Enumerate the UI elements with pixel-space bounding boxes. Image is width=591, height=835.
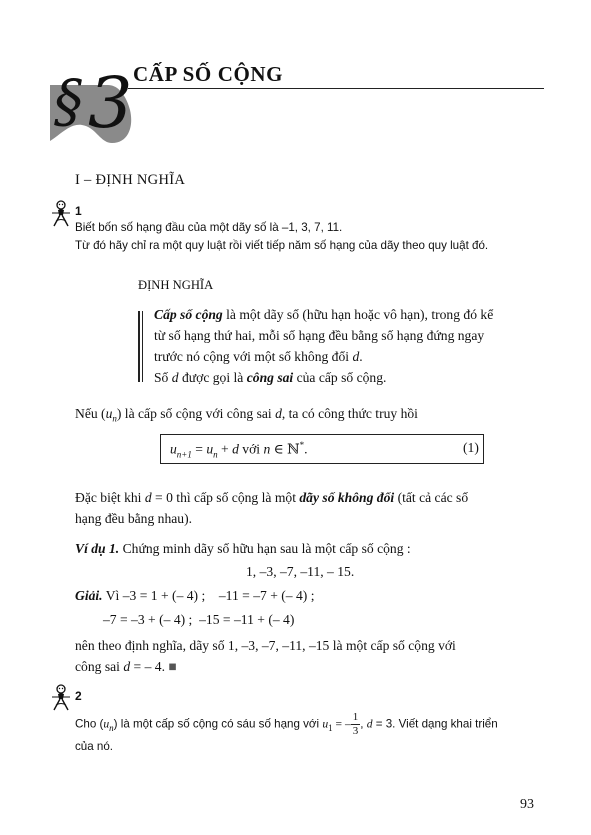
- definition-label: ĐỊNH NGHĨA: [138, 278, 214, 292]
- fraction-denominator: 3: [352, 725, 359, 737]
- recurrence-intro: [75, 403, 418, 430]
- formula-sub1: n+1: [176, 449, 192, 460]
- example-label: Ví dụ 1.: [75, 541, 120, 556]
- solution-line-1: [75, 585, 314, 606]
- conclusion-line-2: [75, 656, 177, 677]
- formula-plus: +: [217, 441, 233, 457]
- act2-a: Cho (: [75, 717, 104, 731]
- conclusion-d: d: [123, 659, 131, 674]
- conclusion-line-1: nên theo định nghĩa, dãy số 1, –3, –7, –11, –15 là một cấp số cộng với: [75, 638, 456, 653]
- definition-line-4-d: d: [171, 370, 179, 385]
- act2-eq: = –: [332, 717, 351, 731]
- formula-n: n: [263, 441, 271, 457]
- formula-naturals: ℕ: [287, 441, 300, 457]
- formula-star: *: [299, 440, 305, 450]
- header-rule: [128, 88, 544, 89]
- definition-line-1-text: là một dãy số (hữu hạn hoặc vô hạn), trong đó kể: [222, 307, 494, 322]
- definition-line-4-a: Số: [154, 370, 172, 385]
- example-line: [75, 538, 411, 559]
- formula-sub2: n: [213, 449, 218, 460]
- recurrence-intro-c: , ta có công thức truy hồi: [281, 406, 418, 421]
- section-mark: §: [54, 67, 83, 135]
- definition-line-4-b: được gọi là: [178, 370, 247, 385]
- act2-d: d: [366, 717, 373, 731]
- solution-line-2: –7 = –3 + (– 4) ; –15 = –11 + (– 4): [103, 612, 295, 627]
- definition-bar: [138, 311, 140, 382]
- special-term: dãy số không đổi: [299, 490, 395, 505]
- recurrence-u: u: [105, 406, 113, 421]
- activity-2-number: 2: [75, 689, 82, 703]
- section-number: 3: [88, 62, 133, 144]
- special-b: = 0 thì cấp số cộng là một: [151, 490, 300, 505]
- example-sequence: 1, –3, –7, –11, – 15.: [246, 564, 355, 579]
- definition-line-2: từ số hạng thứ hai, mỗi số hạng đều bằng số hạng đứng ngay: [154, 328, 485, 343]
- end-square-mark: ■: [168, 659, 177, 674]
- conclusion-a: công sai: [75, 659, 124, 674]
- recurrence-intro-b: ) là cấp số cộng với công sai: [116, 406, 276, 421]
- definition-term: Cấp số cộng: [154, 307, 223, 322]
- fraction-numerator: 1: [352, 711, 359, 723]
- special-c: (tất cả các số: [394, 490, 469, 505]
- formula-eq: =: [191, 441, 207, 457]
- definition-line-1: [154, 304, 493, 325]
- act2-n: n: [109, 722, 114, 733]
- activity-compass-icon: [46, 683, 74, 711]
- formula-with: với: [238, 441, 264, 457]
- definition-line-3: [154, 346, 363, 367]
- formula-number: (1): [463, 440, 479, 455]
- activity-2-line-2: của nó.: [75, 740, 114, 753]
- activity-2-line-1: [75, 711, 498, 738]
- definition-d: d: [352, 349, 360, 364]
- formula-dot: .: [304, 441, 308, 457]
- act2-u1: u: [322, 717, 329, 731]
- chapter-title: CẤP SỐ CỘNG: [133, 62, 284, 86]
- formula-d: d: [232, 441, 239, 457]
- recurrence-d: d: [275, 406, 282, 421]
- solution-label: Giải.: [75, 588, 103, 603]
- formula-u1: u: [170, 441, 177, 457]
- section-heading: I – ĐỊNH NGHĨA: [75, 172, 186, 188]
- formula-u2: u: [206, 441, 214, 457]
- fraction-one-third: [351, 711, 361, 738]
- definition-line-3-end: .: [359, 349, 363, 364]
- page-number: 93: [520, 797, 534, 812]
- solution-text-1: Vì –3 = 1 + (– 4) ; –11 = –7 + (– 4) ;: [102, 588, 315, 603]
- recurrence-n: n: [112, 413, 117, 424]
- conclusion-b: = – 4.: [130, 659, 169, 674]
- activity-1-line-2: Từ đó hãy chỉ ra một quy luật rồi viết tiếp năm số hạng của dãy theo quy luật đó.: [75, 239, 489, 252]
- recurrence-formula: [170, 440, 307, 459]
- act2-comma: ,: [360, 717, 367, 731]
- definition-common-difference: công sai: [246, 370, 294, 385]
- example-text: Chứng minh dãy số hữu hạn sau là một cấp số cộng :: [119, 541, 411, 556]
- formula-in: ∈: [270, 441, 288, 457]
- special-case-line-1: [75, 487, 468, 508]
- act2-u: u: [103, 717, 110, 731]
- activity-1-number: 1: [75, 204, 82, 218]
- definition-bar-thin: [142, 311, 143, 382]
- definition-line-3-text: trước nó cộng với một số không đổi: [154, 349, 353, 364]
- act2-sub1: 1: [328, 722, 333, 733]
- special-a: Đặc biệt khi: [75, 490, 145, 505]
- special-d: d: [144, 490, 152, 505]
- act2-b: ) là một cấp số cộng có sáu số hạng với: [113, 717, 323, 731]
- act2-c: = 3. Viết dạng khai triển: [372, 717, 498, 731]
- definition-line-4: [154, 367, 386, 388]
- special-case-line-2: hạng đều bằng nhau).: [75, 511, 193, 526]
- definition-line-4-c: của cấp số cộng.: [293, 370, 387, 385]
- recurrence-intro-a: Nếu (: [75, 406, 106, 421]
- activity-compass-icon: [46, 199, 74, 227]
- activity-1-line-1: Biết bốn số hạng đầu của một dãy số là –1, 3, 7, 11.: [75, 221, 343, 234]
